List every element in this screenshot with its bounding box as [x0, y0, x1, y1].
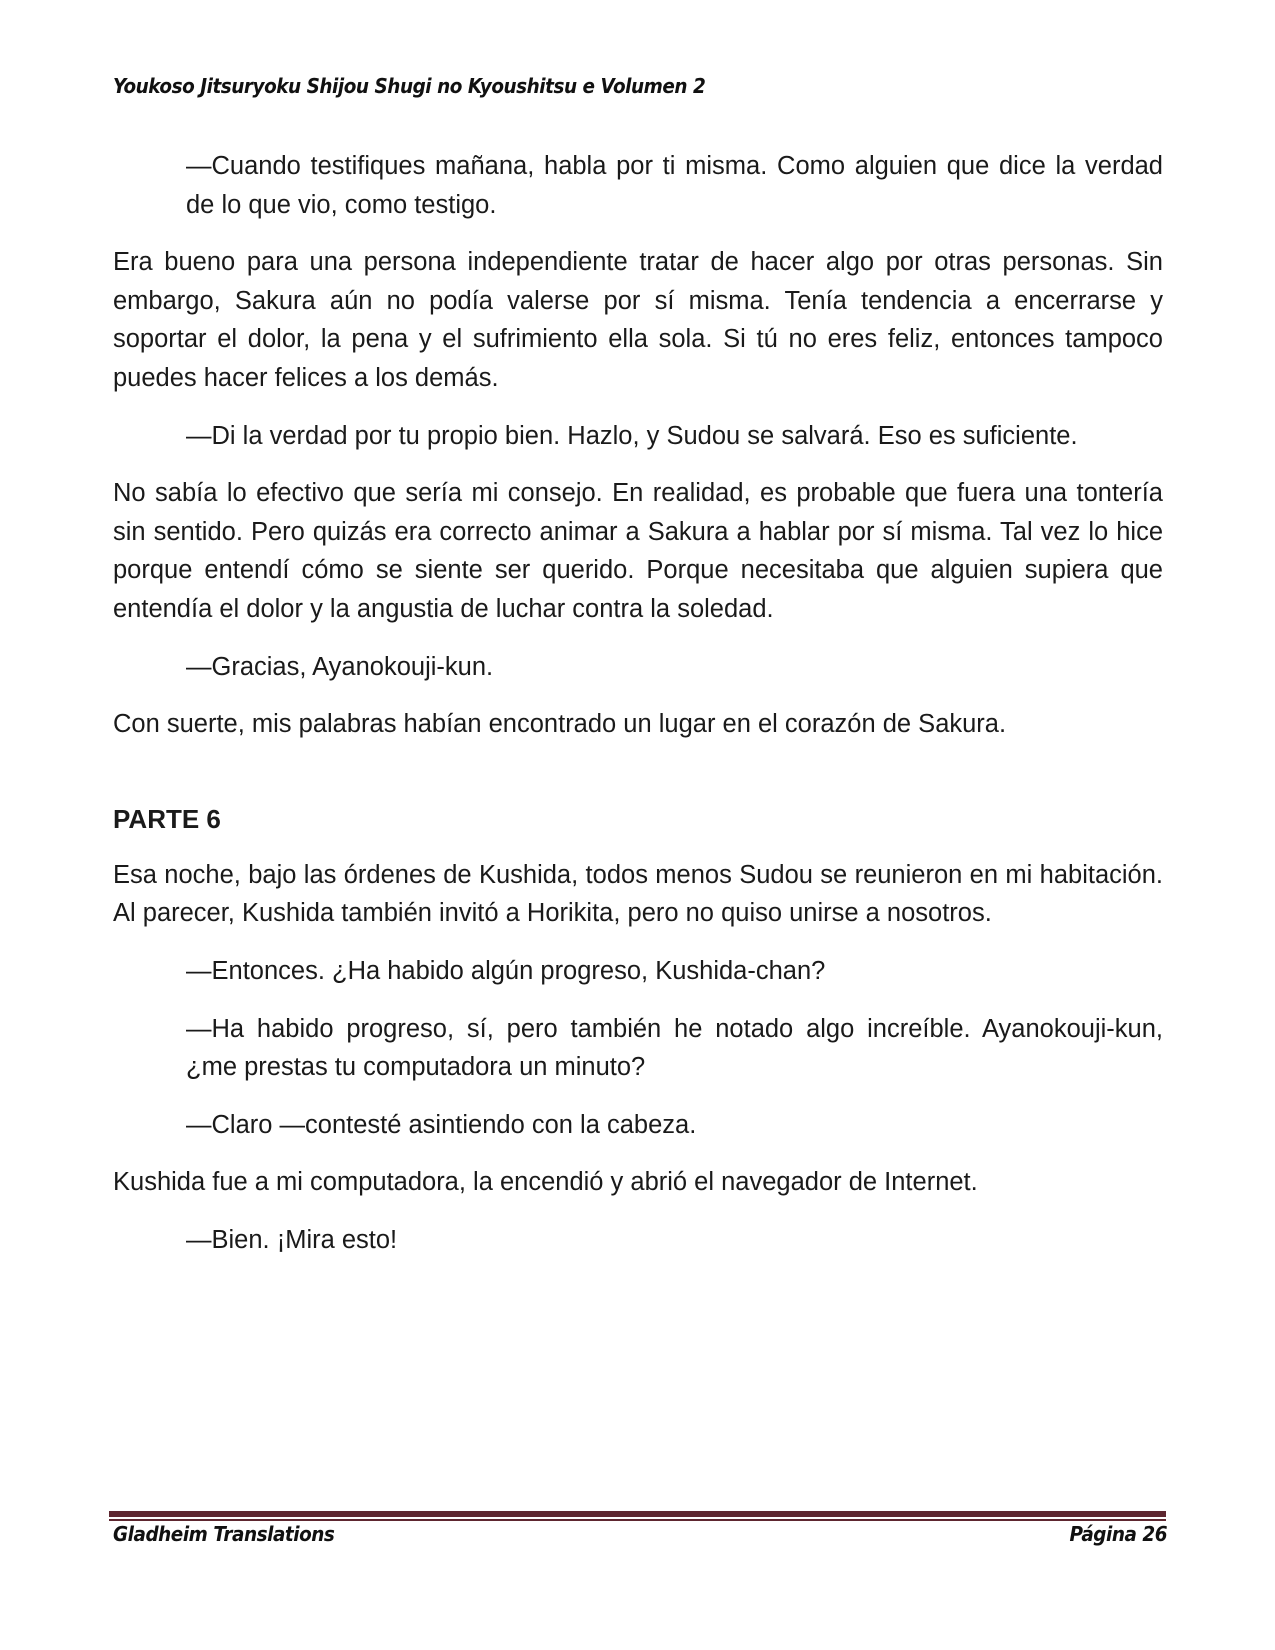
running-header: Youkoso Jitsuryoku Shijou Shugi no Kyoushitsu e Volumen 2: [113, 74, 706, 98]
paragraph: Era bueno para una persona independiente tratar de hacer algo por otras personas. Sin embargo, Sakura aún no podía valerse por sí misma. Tenía tendencia a encerrarse y soportar el dolor, la pena y el sufrimiento ella sola. Si tú no eres feliz, entonces tampoco puedes hacer felices a los demás.: [113, 248, 1163, 392]
dialogue-paragraph: —Di la verdad por tu propio bien. Hazlo, y Sudou se salvará. Eso es suficiente.: [186, 421, 1078, 450]
dialogue-paragraph: —Cuando testifiques mañana, habla por ti misma. Como alguien que dice la verdad de lo que vio, como testigo.: [186, 152, 1163, 219]
section-heading: PARTE 6: [113, 803, 221, 834]
dialogue-paragraph: —Ha habido progreso, sí, pero también he notado algo increíble. Ayanokouji-kun, ¿me prestas tu computadora un minuto?: [186, 1014, 1163, 1082]
page-number: Página 26: [1069, 1522, 1167, 1546]
dialogue-paragraph: —Gracias, Ayanokouji-kun.: [186, 652, 494, 681]
dialogue-paragraph: —Entonces. ¿Ha habido algún progreso, Kushida-chan?: [186, 956, 826, 985]
paragraph: Con suerte, mis palabras habían encontrado un lugar en el corazón de Sakura.: [113, 710, 1007, 739]
page-body: [113, 147, 1163, 1278]
dialogue-paragraph: —Claro —contesté asintiendo con la cabeza.: [186, 1110, 697, 1139]
footer-credit: Gladheim Translations: [113, 1522, 335, 1546]
footer-rule-thin: [109, 1519, 1166, 1521]
footer-rule-thick: [109, 1511, 1166, 1517]
paragraph: Kushida fue a mi computadora, la encendió y abrió el navegador de Internet.: [113, 1168, 978, 1197]
paragraph: Esa noche, bajo las órdenes de Kushida, todos menos Sudou se reunieron en mi habitación. Al parecer, Kushida también invitó a Horikita, pero no quiso unirse a nosotros.: [113, 860, 1163, 928]
paragraph: No sabía lo efectivo que sería mi consejo. En realidad, es probable que fuera una tontería sin sentido. Pero quizás era correcto animar a Sakura a hablar por sí misma. Tal vez lo hice porque entendí cómo se siente ser querido. Porque necesitaba que alguien supiera que entendía el dolor y la angustia de luchar contra la soledad.: [113, 479, 1163, 623]
dialogue-paragraph: —Bien. ¡Mira esto!: [186, 1225, 398, 1254]
